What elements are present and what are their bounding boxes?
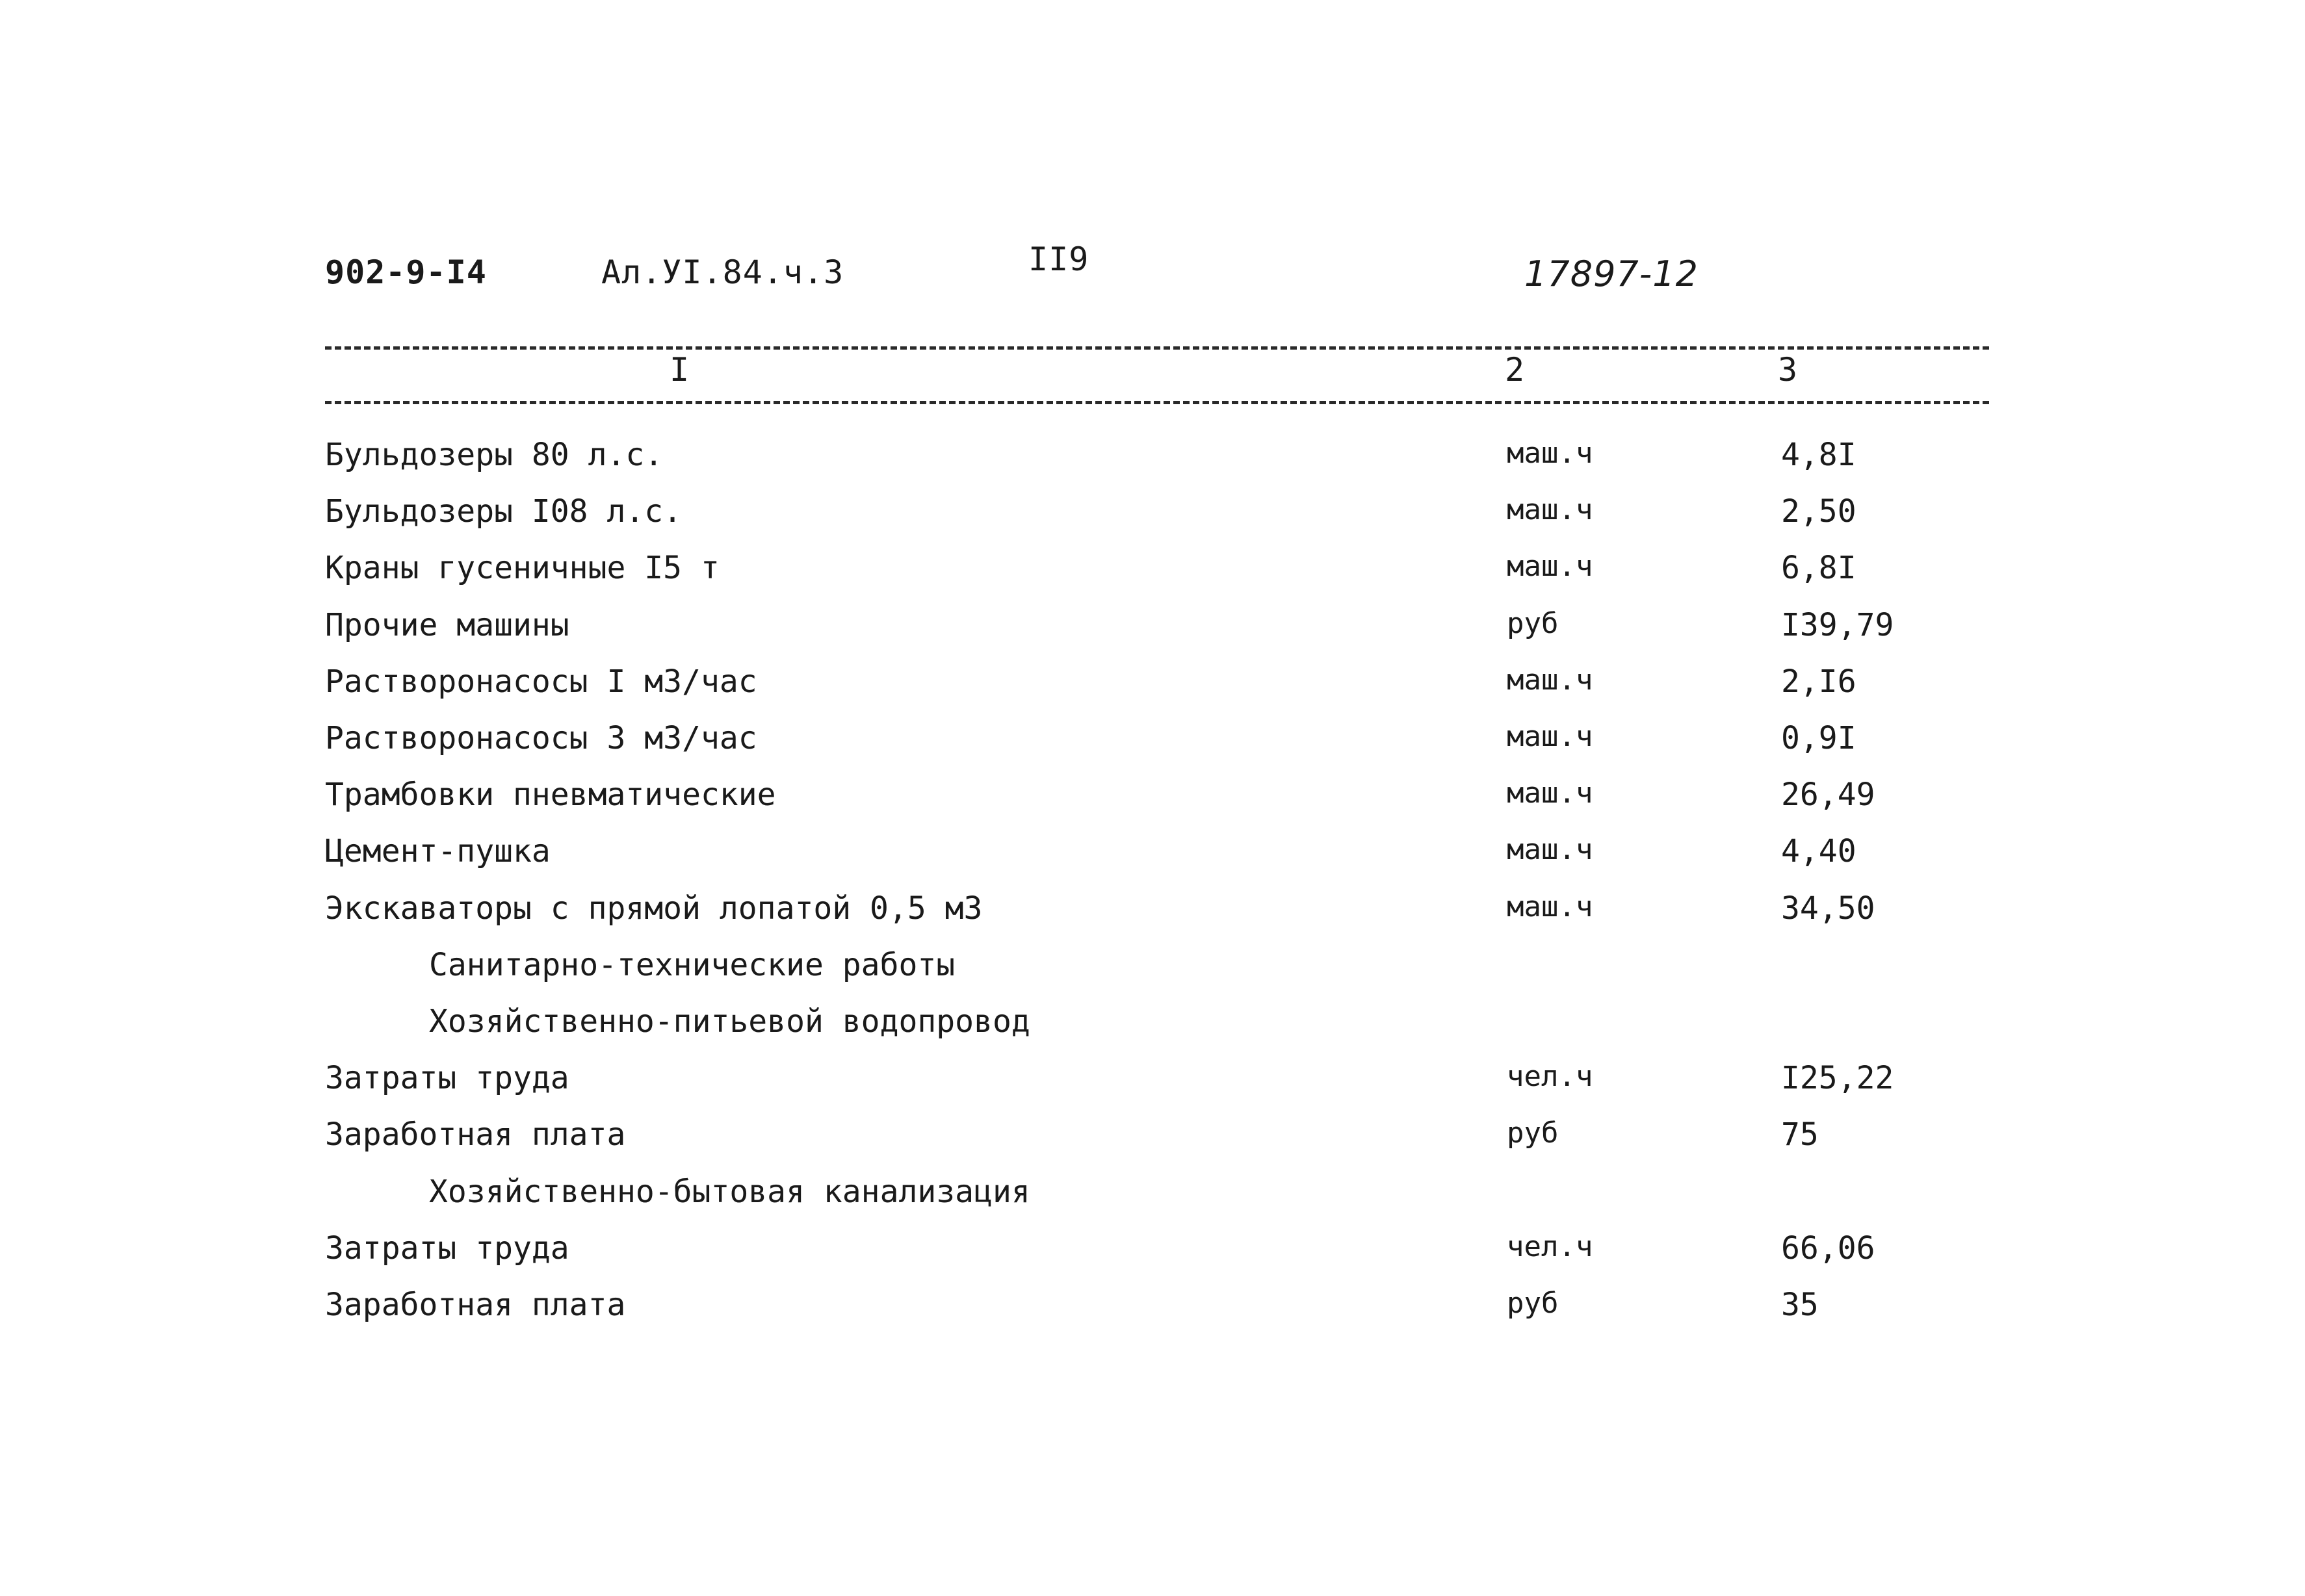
value-cell: 4,8I <box>1781 437 1856 473</box>
section-heading: Хозяйственно-бытовая канализация <box>429 1174 1030 1210</box>
document-number: 902-9-I4 <box>325 253 487 291</box>
resource-name: Заработная плата <box>325 1116 626 1153</box>
unit-cell: чел.ч <box>1507 1060 1593 1093</box>
resource-name: Затраты труда <box>325 1060 569 1096</box>
section-heading-row <box>0 1003 2305 1055</box>
resource-name: Заработная плата <box>325 1287 626 1323</box>
table-row <box>0 833 2305 885</box>
table-row <box>0 493 2305 545</box>
unit-cell: маш.ч <box>1507 493 1593 526</box>
column-header-value: 3 <box>1778 351 1798 389</box>
value-cell: 6,8I <box>1781 550 1856 586</box>
resource-name: Бульдозеры 80 л.с. <box>325 437 664 473</box>
value-cell: 34,50 <box>1781 890 1875 927</box>
section-heading: Хозяйственно-питьевой водопровод <box>429 1003 1030 1040</box>
table-row <box>0 1287 2305 1339</box>
table-row <box>0 550 2305 602</box>
table-row <box>0 607 2305 659</box>
table-row <box>0 720 2305 772</box>
section-heading-row <box>0 947 2305 999</box>
table-row <box>0 777 2305 829</box>
section-heading-row <box>0 1174 2305 1226</box>
resource-name: Экскаваторы с прямой лопатой 0,5 м3 <box>325 890 983 927</box>
resource-name: Бульдозеры I08 л.с. <box>325 493 683 530</box>
column-header-unit: 2 <box>1505 351 1525 389</box>
unit-cell: маш.ч <box>1507 833 1593 866</box>
table-header-rule <box>325 401 1989 404</box>
unit-cell: руб <box>1507 607 1559 640</box>
resource-name: Прочие машины <box>325 607 569 643</box>
unit-cell: маш.ч <box>1507 777 1593 810</box>
value-cell: 0,9I <box>1781 720 1856 756</box>
unit-cell: руб <box>1507 1287 1559 1320</box>
unit-cell: маш.ч <box>1507 550 1593 583</box>
unit-cell: чел.ч <box>1507 1230 1593 1263</box>
resource-name: Трамбовки пневматические <box>325 777 776 813</box>
resource-name: Растворонасосы I м3/час <box>325 663 757 700</box>
unit-cell: маш.ч <box>1507 720 1593 753</box>
unit-cell: маш.ч <box>1507 890 1593 923</box>
resource-name: Краны гусеничные I5 т <box>325 550 720 586</box>
value-cell: 66,06 <box>1781 1230 1875 1267</box>
table-row <box>0 1230 2305 1282</box>
unit-cell: маш.ч <box>1507 437 1593 470</box>
table-row <box>0 890 2305 942</box>
album-reference: Ал.УI.84.ч.3 <box>601 253 844 291</box>
value-cell: 75 <box>1781 1116 1819 1153</box>
page-number: II9 <box>1028 240 1089 278</box>
table-row <box>0 1060 2305 1112</box>
inventory-number: 17897-12 <box>1524 253 1699 294</box>
value-cell: 2,50 <box>1781 493 1856 530</box>
column-header-name: I <box>670 351 690 389</box>
table-top-rule <box>325 346 1989 350</box>
table-row <box>0 1116 2305 1168</box>
unit-cell: руб <box>1507 1116 1559 1150</box>
value-cell: I25,22 <box>1781 1060 1894 1096</box>
value-cell: 26,49 <box>1781 777 1875 813</box>
resource-name: Цемент-пушка <box>325 833 551 869</box>
unit-cell: маш.ч <box>1507 663 1593 697</box>
resource-name: Затраты труда <box>325 1230 569 1267</box>
value-cell: I39,79 <box>1781 607 1894 643</box>
section-heading: Санитарно-технические работы <box>429 947 956 983</box>
value-cell: 2,I6 <box>1781 663 1856 700</box>
value-cell: 35 <box>1781 1287 1819 1323</box>
table-row <box>0 437 2305 489</box>
table-row <box>0 663 2305 715</box>
resource-name: Растворонасосы 3 м3/час <box>325 720 757 756</box>
value-cell: 4,40 <box>1781 833 1856 869</box>
